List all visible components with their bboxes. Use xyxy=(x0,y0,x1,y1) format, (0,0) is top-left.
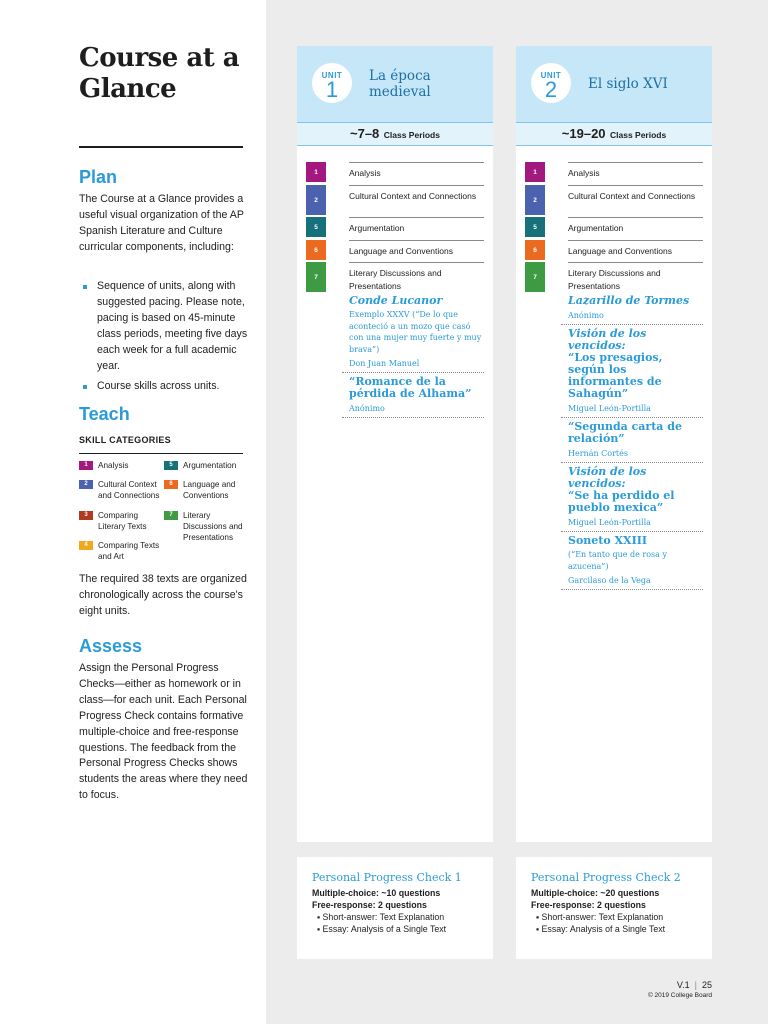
skill-number: 7 xyxy=(525,262,545,292)
progress-check-item: ▪ Essay: Analysis of a Single Text xyxy=(317,924,447,934)
class-periods xyxy=(297,122,493,146)
text-title: “Romance de la pérdida de Alhama” xyxy=(349,375,472,400)
progress-check-title: Personal Progress Check 2 xyxy=(531,871,681,884)
progress-check-title: Personal Progress Check 1 xyxy=(312,871,462,884)
progress-check-item: ▪ Essay: Analysis of a Single Text xyxy=(536,924,666,934)
skill-label: Language and Conventions xyxy=(349,240,484,260)
unit-number: 2 xyxy=(544,77,558,102)
version-label: V.1 xyxy=(676,980,690,990)
unit-title: La época medieval xyxy=(369,68,431,100)
legend-label: Cultural Context and Connections xyxy=(98,480,160,500)
text-author: Miguel León-Portilla xyxy=(568,518,651,527)
unit-title: El siglo XVI xyxy=(588,76,668,92)
assess-body: Assign the Personal Progress Checks—either as homework or in class—for each unit. Each Personal Progress Check contains formative multiple-choice and free-response questions. The feedback from the Personal Progress Checks shows students the areas where they need to focus. xyxy=(79,662,248,802)
skill-number: 5 xyxy=(306,217,326,237)
plan-bullet: Sequence of units, along with suggested pacing. Please note, pacing is based on 45-minute class periods, meeting five days each week for a full academic year. xyxy=(79,279,249,374)
legend-label: Comparing Texts and Art xyxy=(98,541,160,561)
text-entry xyxy=(561,325,703,418)
text-author: Anónimo xyxy=(568,311,604,320)
legend-label: Comparing Literary Texts xyxy=(98,511,147,531)
legend-item xyxy=(79,510,163,532)
footer-separator: | xyxy=(694,980,697,990)
text-title: “Segunda carta de relación” xyxy=(568,420,682,445)
unit-card xyxy=(297,46,493,842)
skill-number: 7 xyxy=(306,262,326,292)
unit-word: UNIT xyxy=(540,71,562,80)
plan-bullets xyxy=(79,279,249,400)
progress-check-item: ▪ Short-answer: Text Explanation xyxy=(317,912,445,922)
skill-chip: 2 xyxy=(79,480,93,489)
skill-row xyxy=(306,185,484,215)
title-divider xyxy=(79,146,243,148)
skill-row xyxy=(525,262,703,292)
unit-header xyxy=(516,46,712,122)
legend-item xyxy=(79,479,163,501)
unit-header xyxy=(297,46,493,122)
periods-label: Class Periods xyxy=(383,130,440,140)
skill-number: 1 xyxy=(306,162,326,182)
legend-item xyxy=(79,460,163,471)
text-subtitle: (“En tanto que de rosa y azucena”) xyxy=(568,550,667,571)
skill-label: Cultural Context and Connections xyxy=(349,185,484,215)
skill-chip: 3 xyxy=(79,511,93,520)
skill-chip: 4 xyxy=(79,541,93,550)
legend-item xyxy=(164,460,248,471)
text-entry xyxy=(561,463,703,532)
skill-number: 2 xyxy=(525,185,545,215)
unit-badge xyxy=(312,63,352,103)
unit-number: 1 xyxy=(325,77,339,102)
left-column xyxy=(0,0,266,1024)
skill-label: Analysis xyxy=(568,162,703,182)
skill-label: Cultural Context and Connections xyxy=(568,185,703,215)
class-periods xyxy=(516,122,712,146)
plan-bullet: Course skills across units. xyxy=(79,379,249,395)
text-title: Conde Lucanor xyxy=(349,294,443,307)
text-title: Lazarillo de Tormes xyxy=(568,294,690,307)
text-list xyxy=(342,292,484,418)
legend-label: Literary Discussions and Presentations xyxy=(183,511,243,542)
text-author: Miguel León-Portilla xyxy=(568,404,651,413)
text-entry xyxy=(342,373,484,418)
teach-body: The required 38 texts are organized chronologically across the course's eight units. xyxy=(79,573,247,617)
skill-row xyxy=(525,162,703,182)
assess-heading: Assess xyxy=(79,636,143,656)
text-title: “Los presagios, según los informantes de Sahagún” xyxy=(568,351,663,400)
skill-chip: 6 xyxy=(164,480,178,489)
progress-check-card xyxy=(516,857,712,959)
text-title: “Se ha perdido el pueblo mexica” xyxy=(568,489,675,514)
units-panel xyxy=(266,0,768,1024)
skill-row xyxy=(306,217,484,237)
text-series: Visión de los vencidos: xyxy=(568,465,647,490)
text-entry xyxy=(561,292,703,325)
skill-row xyxy=(306,240,484,260)
skill-number: 6 xyxy=(306,240,326,260)
progress-check-mc: Multiple-choice: ~10 questions xyxy=(312,888,441,898)
legend-label: Argumentation xyxy=(183,461,237,470)
skill-number: 1 xyxy=(525,162,545,182)
skill-label: Argumentation xyxy=(349,217,484,237)
skill-chip: 5 xyxy=(164,461,178,470)
periods-count: ~7–8 xyxy=(350,126,380,141)
text-title: Soneto XXIII xyxy=(568,534,648,547)
page-number: 25 xyxy=(701,980,712,990)
skill-label: Analysis xyxy=(349,162,484,182)
text-entry xyxy=(561,532,703,590)
text-subtitle: Exemplo XXXV (“De lo que aconteció a un mozo que casó con una mujer muy fuerte y muy brava”) xyxy=(349,310,482,354)
progress-check-mc: Multiple-choice: ~20 questions xyxy=(531,888,660,898)
skill-categories-label: SKILL CATEGORIES xyxy=(79,435,171,445)
periods-label: Class Periods xyxy=(609,130,667,140)
teach-heading: Teach xyxy=(79,404,130,424)
text-author: Hernán Cortés xyxy=(568,449,628,458)
plan-heading: Plan xyxy=(79,167,118,187)
skill-row xyxy=(306,262,484,292)
progress-check-fr: Free-response: 2 questions xyxy=(531,900,646,910)
skill-row xyxy=(306,162,484,182)
unit-card xyxy=(516,46,712,842)
progress-check-fr: Free-response: 2 questions xyxy=(312,900,427,910)
skill-label: Literary Discussions and Presentations xyxy=(349,262,484,292)
legend-label: Analysis xyxy=(98,461,129,470)
page-footer xyxy=(677,980,712,990)
progress-check-item: ▪ Short-answer: Text Explanation xyxy=(536,912,664,922)
plan-intro: The Course at a Glance provides a useful visual organization of the AP Spanish Literature and Culture curricular components, including: xyxy=(79,193,244,253)
page-title: Course at a Glance xyxy=(79,43,240,104)
skill-row xyxy=(525,240,703,260)
skill-number: 6 xyxy=(525,240,545,260)
legend-item xyxy=(164,510,248,543)
skill-label: Language and Conventions xyxy=(568,240,703,260)
skill-number: 2 xyxy=(306,185,326,215)
legend-label: Language and Conventions xyxy=(183,480,236,500)
skill-label: Argumentation xyxy=(568,217,703,237)
text-series: Visión de los vencidos: xyxy=(568,327,647,352)
copyright: © 2019 College Board xyxy=(647,992,712,999)
legend-item xyxy=(79,540,163,562)
skill-row xyxy=(525,217,703,237)
skill-chip: 1 xyxy=(79,461,93,470)
legend-item xyxy=(164,479,248,501)
skill-label: Literary Discussions and Presentations xyxy=(568,262,703,292)
periods-count: ~19–20 xyxy=(561,126,606,141)
text-author: Garcilaso de la Vega xyxy=(568,576,651,585)
text-author: Don Juan Manuel xyxy=(349,359,420,368)
text-list xyxy=(561,292,703,590)
skill-categories-divider xyxy=(79,453,243,454)
unit-word: UNIT xyxy=(321,71,343,80)
unit-badge xyxy=(531,63,571,103)
skill-number: 5 xyxy=(525,217,545,237)
skill-chip: 7 xyxy=(164,511,178,520)
text-author: Anónimo xyxy=(349,404,385,413)
text-entry xyxy=(561,418,703,463)
progress-check-card xyxy=(297,857,493,959)
skill-row xyxy=(525,185,703,215)
text-entry xyxy=(342,292,484,373)
